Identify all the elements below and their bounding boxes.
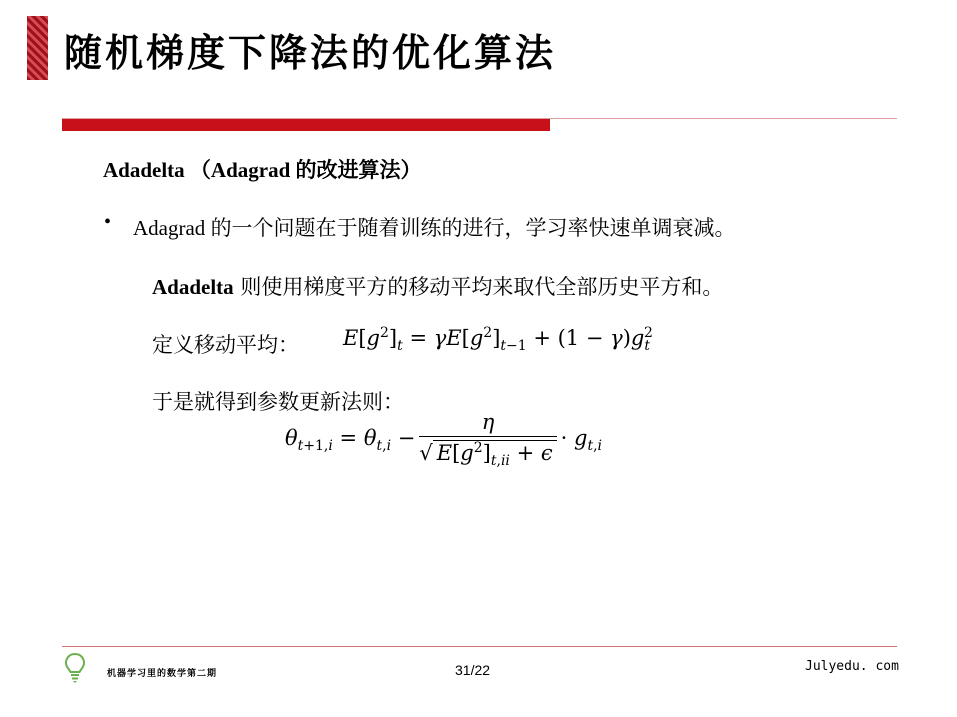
update-rule-label: 于是就得到参数更新法则： — [152, 390, 404, 414]
heading-suffix: 的改进算法） — [295, 158, 422, 182]
section-heading — [103, 154, 422, 184]
footer-site: Julyedu. com — [805, 659, 899, 674]
moving-average-equation: $E[g^2]_t = \gamma E[g^2]_{t-1} + (1 - \gamma)g_t^2$ — [343, 325, 653, 355]
footer-course-name: 机器学习里的数学第二期 — [107, 669, 218, 679]
adadelta-line — [152, 271, 723, 301]
update-rule-equation: $\theta_{t+1,i} = \theta_{t,i}$ − $\frac{\eta}{√ E[g^2]_{t,ii} + \epsilon}$ · $g_{t,i}$ — [285, 410, 603, 470]
bullet-dot: • — [104, 211, 112, 233]
bullet-prefix: Adagrad — [133, 216, 211, 240]
adadelta-bold: Adadelta — [152, 275, 234, 299]
lightbulb-icon — [64, 652, 86, 684]
heading-prefix: Adadelta （Adagrad — [103, 158, 296, 182]
moving-average-label: 定义移动平均： — [152, 333, 299, 357]
bullet-body: 的一个问题在于随着训练的进行，学习率快速单调衰减。 — [210, 216, 736, 240]
adadelta-text: 则使用梯度平方的移动平均来取代全部历史平方和。 — [233, 275, 724, 299]
title-divider-thick — [62, 119, 550, 131]
footer-divider — [62, 646, 897, 647]
bullet-text — [133, 212, 736, 242]
page-number: 31/22 — [455, 662, 491, 678]
slide-title: 随机梯度下降法的优化算法 — [64, 30, 557, 75]
title-accent-block — [27, 16, 48, 80]
